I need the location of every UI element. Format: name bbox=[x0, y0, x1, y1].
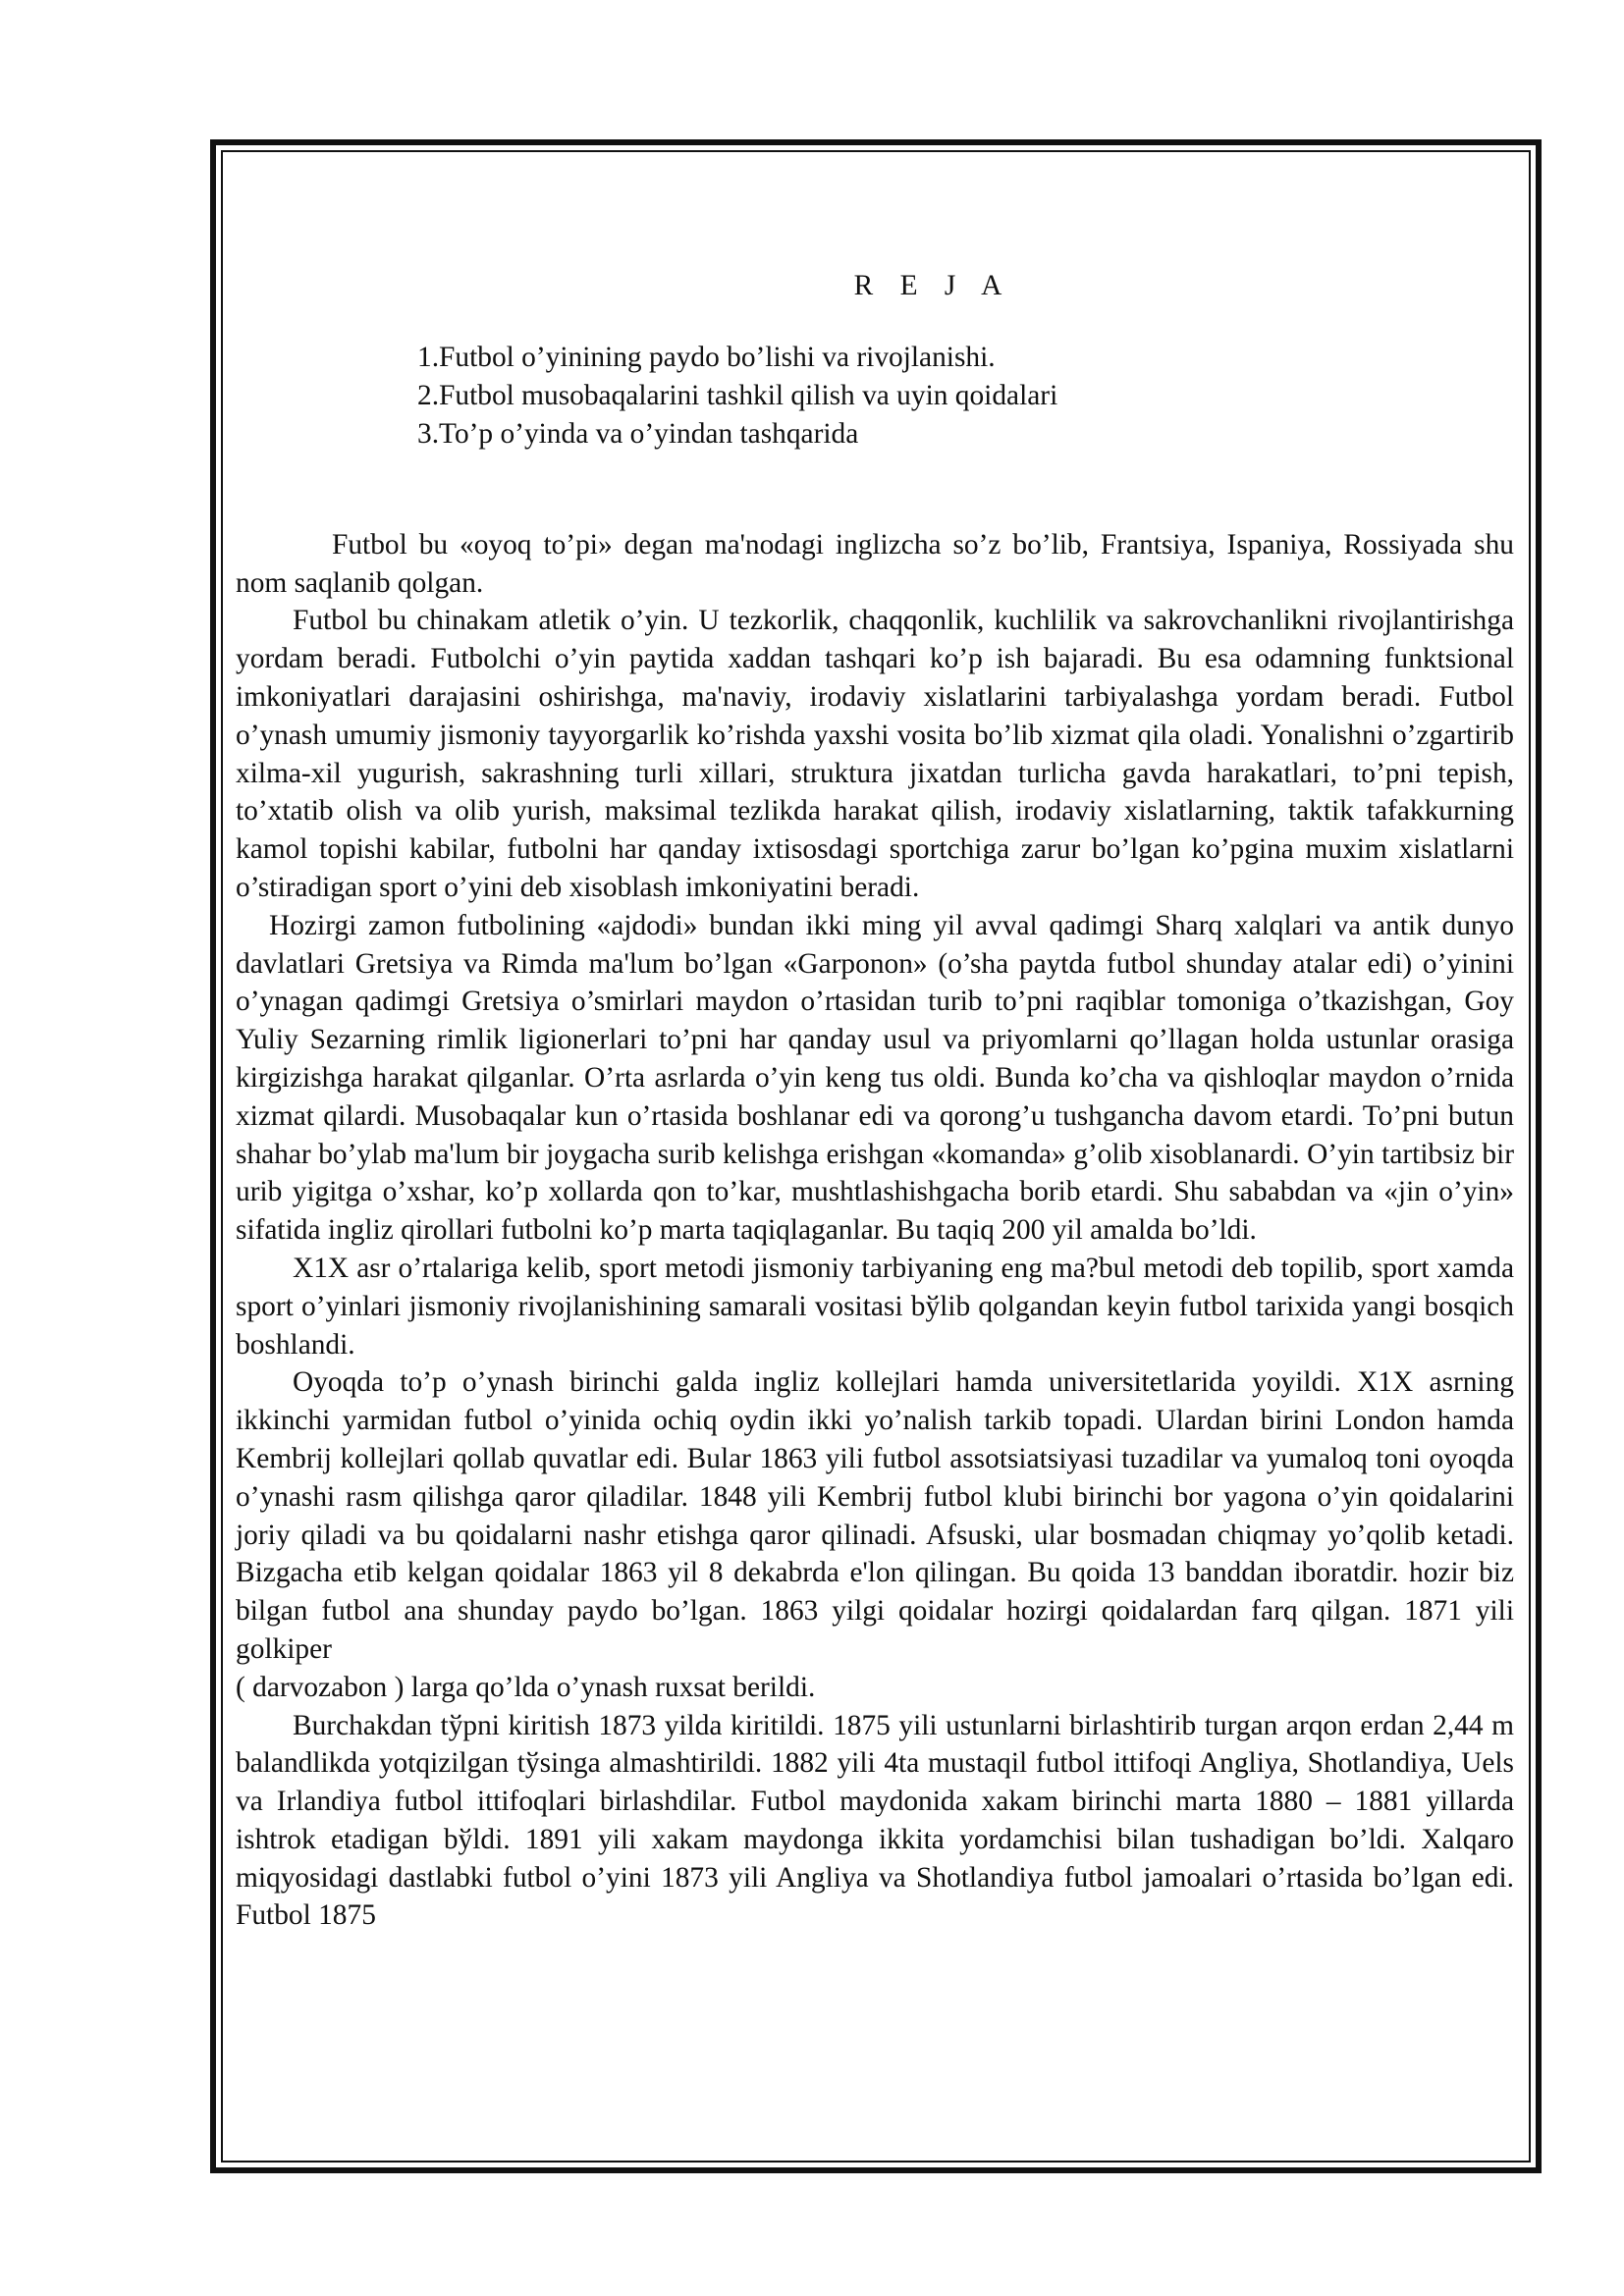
document-content bbox=[236, 267, 1514, 1935]
plan-item-3: 3.To’p o’yinda va o’yindan tashqarida bbox=[417, 417, 859, 450]
body-text bbox=[236, 526, 1514, 1935]
paragraph-4: X1X asr o’rtalariga kelib, sport metodi jismoniy tarbiyaning eng ma?bul metodi deb topilib, sport xamda sport o’yinlari jismoniy rivojlanishining samarali vositasi bўlib qolgandan keyin futbol tarixida yangi bosqich boshlandi. bbox=[236, 1252, 1514, 1361]
paragraph-6: ( darvozabon ) larga qo’lda o’ynash ruxsat berildi. bbox=[236, 1671, 816, 1703]
plan-list bbox=[236, 339, 1514, 454]
paragraph-7: Burchakdan tўpni kiritish 1873 yilda kiritildi. 1875 yili ustunlarni birlashtirib turgan arqon erdan 2,44 m balandlikda yotqizilgan tўsinga almashtirildi. 1882 yili 4ta mustaqil futbol ittifoqi Angliya, Shotlandiya, Uels va Irlandiya futbol ittifoqlari birlashdilar. Futbol maydonida xakam birinchi marta 1880 – 1881 yillarda ishtrok etadigan bўldi. 1891 yili xakam maydonga ikkita yordamchisi bilan tushadigan bo’ldi. Xalqaro miqyosidagi dastlabki futbol o’yini 1873 yili Angliya va Shotlandiya futbol jamoalari o’rtasida bo’lgan edi. Futbol 1875 bbox=[236, 1709, 1514, 1932]
plan-item-2: 2.Futbol musobaqalarini tashkil qilish va uyin qoidalari bbox=[417, 379, 1058, 411]
paragraph-2: Futbol bu chinakam atletik o’yin. U tezkorlik, chaqqonlik, kuchlilik va sakrovchanlikni rivojlantirishga yordam beradi. Futbolchi o’yin paytida xaddan tashqari ko’p ish bajaradi. Bu esa odamning funktsional imkoniyatlari darajasini oshirishga, ma'naviy, irodaviy xislatlarini tarbiyalashga yordam beradi. Futbol o’ynash umumiy jismoniy tayyorgarlik ko’rishda yaxshi vosita bo’lib xizmat qila oladi. Yonalishni o’zgartirib xilma-xil yugurish, sakrashning turli xillari, struktura jixatdan turlicha gavda harakatlari, to’pni tepish, to’xtatib olish va olib yurish, maksimal tezlikda harakat qilish, irodaviy xislatlarning, taktik tafakkurning kamol topishi kabilar, futbolni har qanday ixtisosdagi sportchiga zarur bo’lgan ko’pgina muxim xislatlarni o’stiradigan sport o’yini deb xisoblash imkoniyatini beradi. bbox=[236, 605, 1514, 903]
plan-item-1: 1.Futbol o’yinining paydo bo’lishi va rivojlanishi. bbox=[417, 341, 996, 373]
paragraph-1: Futbol bu «oyoq to’pi» degan ma'nodagi inglizcha so’z bo’lib, Frantsiya, Ispaniya, Rossiyada shu nom saqlanib qolgan. bbox=[236, 528, 1514, 599]
paragraph-5: Oyoqda to’p o’ynash birinchi galda ingliz kollejlari hamda universitetlarida yoyildi. X1X asrning ikkinchi yarmidan futbol o’yinida ochiq oydin ikki yo’nalish tarkib topadi. Ulardan birini London hamda Kembrij kollejlari qollab quvatlar edi. Bular 1863 yili futbol assotsiatsiyasi tuzadilar va yumaloq toni oyoqda o’ynashi rasm qilishga qaror qiladilar. 1848 yili Kembrij futbol klubi birinchi bor yagona o’yin qoidalarini joriy qiladi va bu qoidalarni nashr etishga qaror qilinadi. Afsuski, ular bosmadan chiqmay yo’qolib ketadi. Bizgacha etib kelgan qoidalar 1863 yil 8 dekabrda e'lon qilingan. Bu qoida 13 banddan iboratdir. hozir biz bilgan futbol ana shunday paydo bo’lgan. 1863 yilgi qoidalar hozirgi qoidalardan farq qilgan. 1871 yili golkiper bbox=[236, 1366, 1514, 1665]
page-title: R E J A bbox=[853, 270, 1012, 301]
paragraph-3: Hozirgi zamon futbolining «ajdodi» bundan ikki ming yil avval qadimgi Sharq xalqlari va antik dunyo davlatlari Gretsiya va Rimda ma'lum bo’lgan «Garponon» (o’sha paytda futbol shunday atalar edi) o’yinini o’ynagan qadimgi Gretsiya o’smirlari maydon o’rtasidan turib to’pni raqiblar tomoniga o’tkazishgan, Goy Yuliy Sezarning rimlik ligionerlari to’pni har qanday usul va priyomlarni qo’llagan holda ustunlar orasiga kirgizishga harakat qilganlar. O’rta asrlarda o’yin keng tus oldi. Bunda ko’cha va qishloqlar maydon o’rnida xizmat qilardi. Musobaqalar kun o’rtasida boshlanar edi va qorong’u tushgancha davom etardi. To’pni butun shahar bo’ylab ma'lum bir joygacha surib kelishga erishgan «komanda» g’olib xisoblanardi. O’yin tartibsiz bir urib yigitga o’xshar, ko’p xollarda qon to’kar, mushtlashishgacha borib etardi. Shu sababdan va «jin o’yin» sifatida ingliz qirollari futbolni ko’p marta taqiqlaganlar. Bu taqiq 200 yil amalda bo’ldi. bbox=[236, 909, 1514, 1247]
